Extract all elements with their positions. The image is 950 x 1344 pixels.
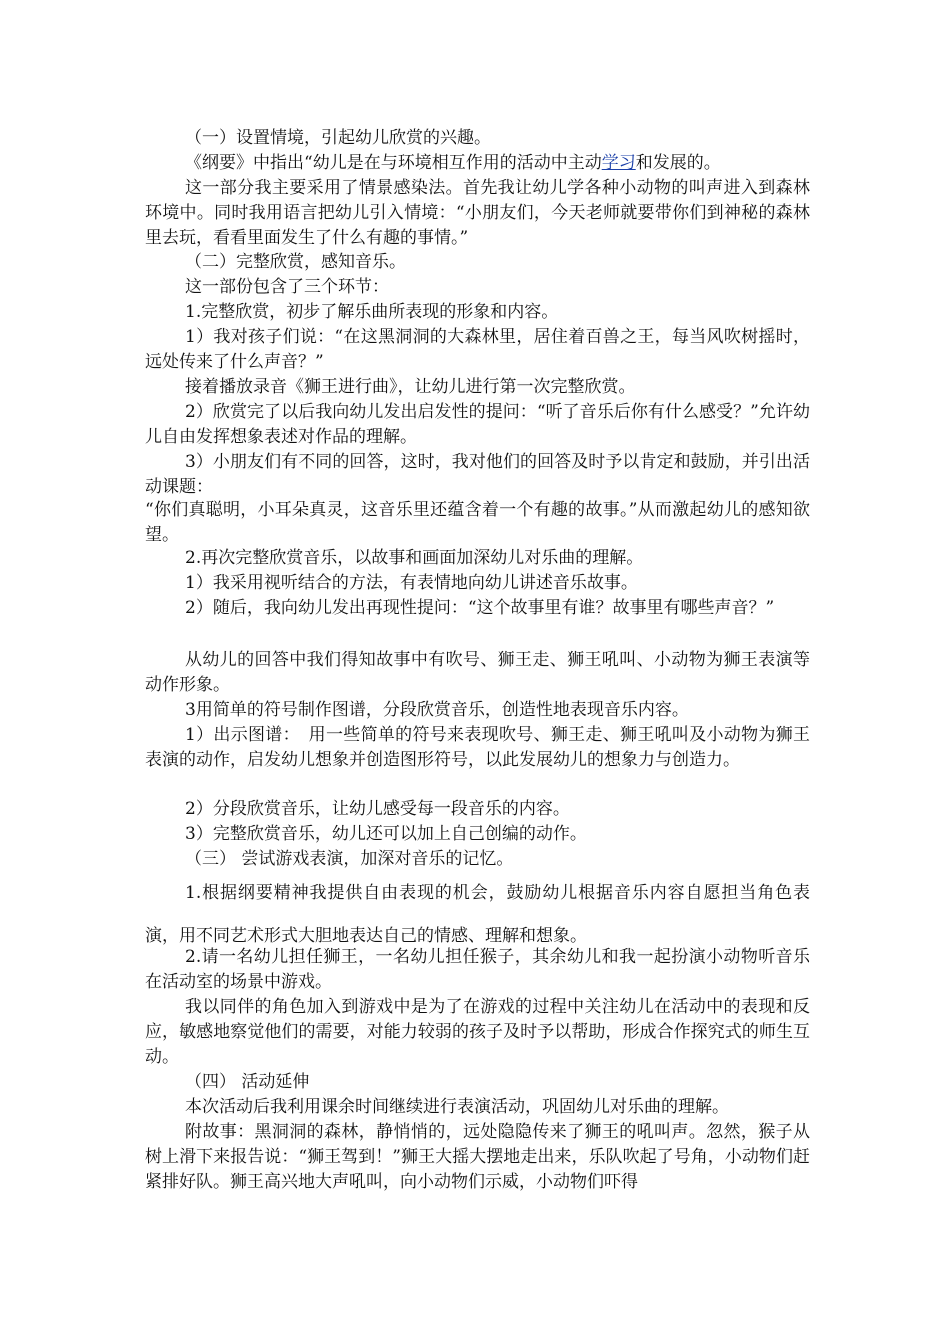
paragraph: 2）分段欣赏音乐，让幼儿感受每一段音乐的内容。 [185,799,570,819]
paragraph: 《纲要》中指出“幼儿是在与环境相互作用的活动中主动学习和发展的。 [185,153,721,173]
paragraph: 这一部份包含了三个环节： [185,277,389,297]
paragraph: 3用简单的符号制作图谱，分段欣赏音乐，创造性地表现音乐内容。 [185,700,689,720]
story-paragraph: 附故事：黑洞洞的森林，静悄悄的，远处隐隐传来了狮王的吼叫声。忽然，猴子从树上滑下来报告说：“狮王驾到！”狮王大摇大摆地走出来，乐队吹起了号角，小动物们赶紧排好队。狮王高兴地大声吼叫，向小动物们示威，小动物们吓得 [145,1122,810,1192]
paragraph: 1.根据纲要精神我提供自由表现的机会，鼓励幼儿根据音乐内容自愿担当角色表演，用不同艺术形式大胆地表达自己的情感、理解和想象。 [145,883,810,946]
paragraph: 从幼儿的回答中我们得知故事中有吹号、狮王走、狮王吼叫、小动物为狮王表演等动作形象。 [145,650,810,695]
paragraph: 1）我对孩子们说：“在这黑洞洞的大森林里，居住着百兽之王，每当风吹树摇时，远处传来了什么声音？” [145,327,810,372]
paragraph: 2）欣赏完了以后我向幼儿发出启发性的提问：“听了音乐后你有什么感受？”允许幼儿自由发挥想象表述对作品的理解。 [145,402,810,447]
paragraph: 3）小朋友们有不同的回答，这时，我对他们的回答及时予以肯定和鼓励，并引出活动课题： [145,452,810,497]
section-heading-4: （四） 活动延伸 [185,1072,310,1092]
section-heading-1: （一）设置情境，引起幼儿欣赏的兴趣。 [185,128,491,148]
quote-paragraph: “你们真聪明，小耳朵真灵，这音乐里还蕴含着一个有趣的故事。”从而激起幼儿的感知欲望。 [145,500,810,545]
paragraph: 我以同伴的角色加入到游戏中是为了在游戏的过程中关注幼儿在活动中的表现和反应，敏感地察觉他们的需要，对能力较弱的孩子及时予以帮助，形成合作探究式的师生互动。 [145,997,810,1067]
section-heading-2: （二）完整欣赏，感知音乐。 [185,252,406,272]
paragraph: 1）出示图谱： 用一些简单的符号来表现吹号、狮王走、狮王吼叫及小动物为狮王表演的动作，启发幼儿想象并创造图形符号，以此发展幼儿的想象力与创造力。 [145,725,810,770]
paragraph: 本次活动后我利用课余时间继续进行表演活动，巩固幼儿对乐曲的理解。 [185,1097,729,1117]
paragraph: 3）完整欣赏音乐，幼儿还可以加上自己创编的动作。 [185,824,587,844]
paragraph: 2.再次完整欣赏音乐，以故事和画面加深幼儿对乐曲的理解。 [185,548,644,568]
paragraph: 1）我采用视听结合的方法，有表情地向幼儿讲述音乐故事。 [185,573,638,593]
paragraph: 接着播放录音《狮王进行曲》，让幼儿进行第一次完整欣赏。 [185,377,636,397]
paragraph: 1.完整欣赏，初步了解乐曲所表现的形象和内容。 [185,302,559,322]
paragraph: 2）随后，我向幼儿发出再现性提问：“这个故事里有谁？故事里有哪些声音？” [185,598,775,618]
study-link[interactable]: 学习 [601,153,636,173]
paragraph: 2.请一名幼儿担任狮王，一名幼儿担任猴子，其余幼儿和我一起扮演小动物听音乐在活动室的场景中游戏。 [145,947,810,992]
paragraph: 这一部分我主要采用了情景感染法。首先我让幼儿学各种小动物的叫声进入到森林环境中。同时我用语言把幼儿引入情境：“小朋友们，今天老师就要带你们到神秘的森林里去玩，看看里面发生了什么有趣的事情。” [145,178,810,248]
section-heading-3: （三） 尝试游戏表演，加深对音乐的记忆。 [185,849,514,869]
